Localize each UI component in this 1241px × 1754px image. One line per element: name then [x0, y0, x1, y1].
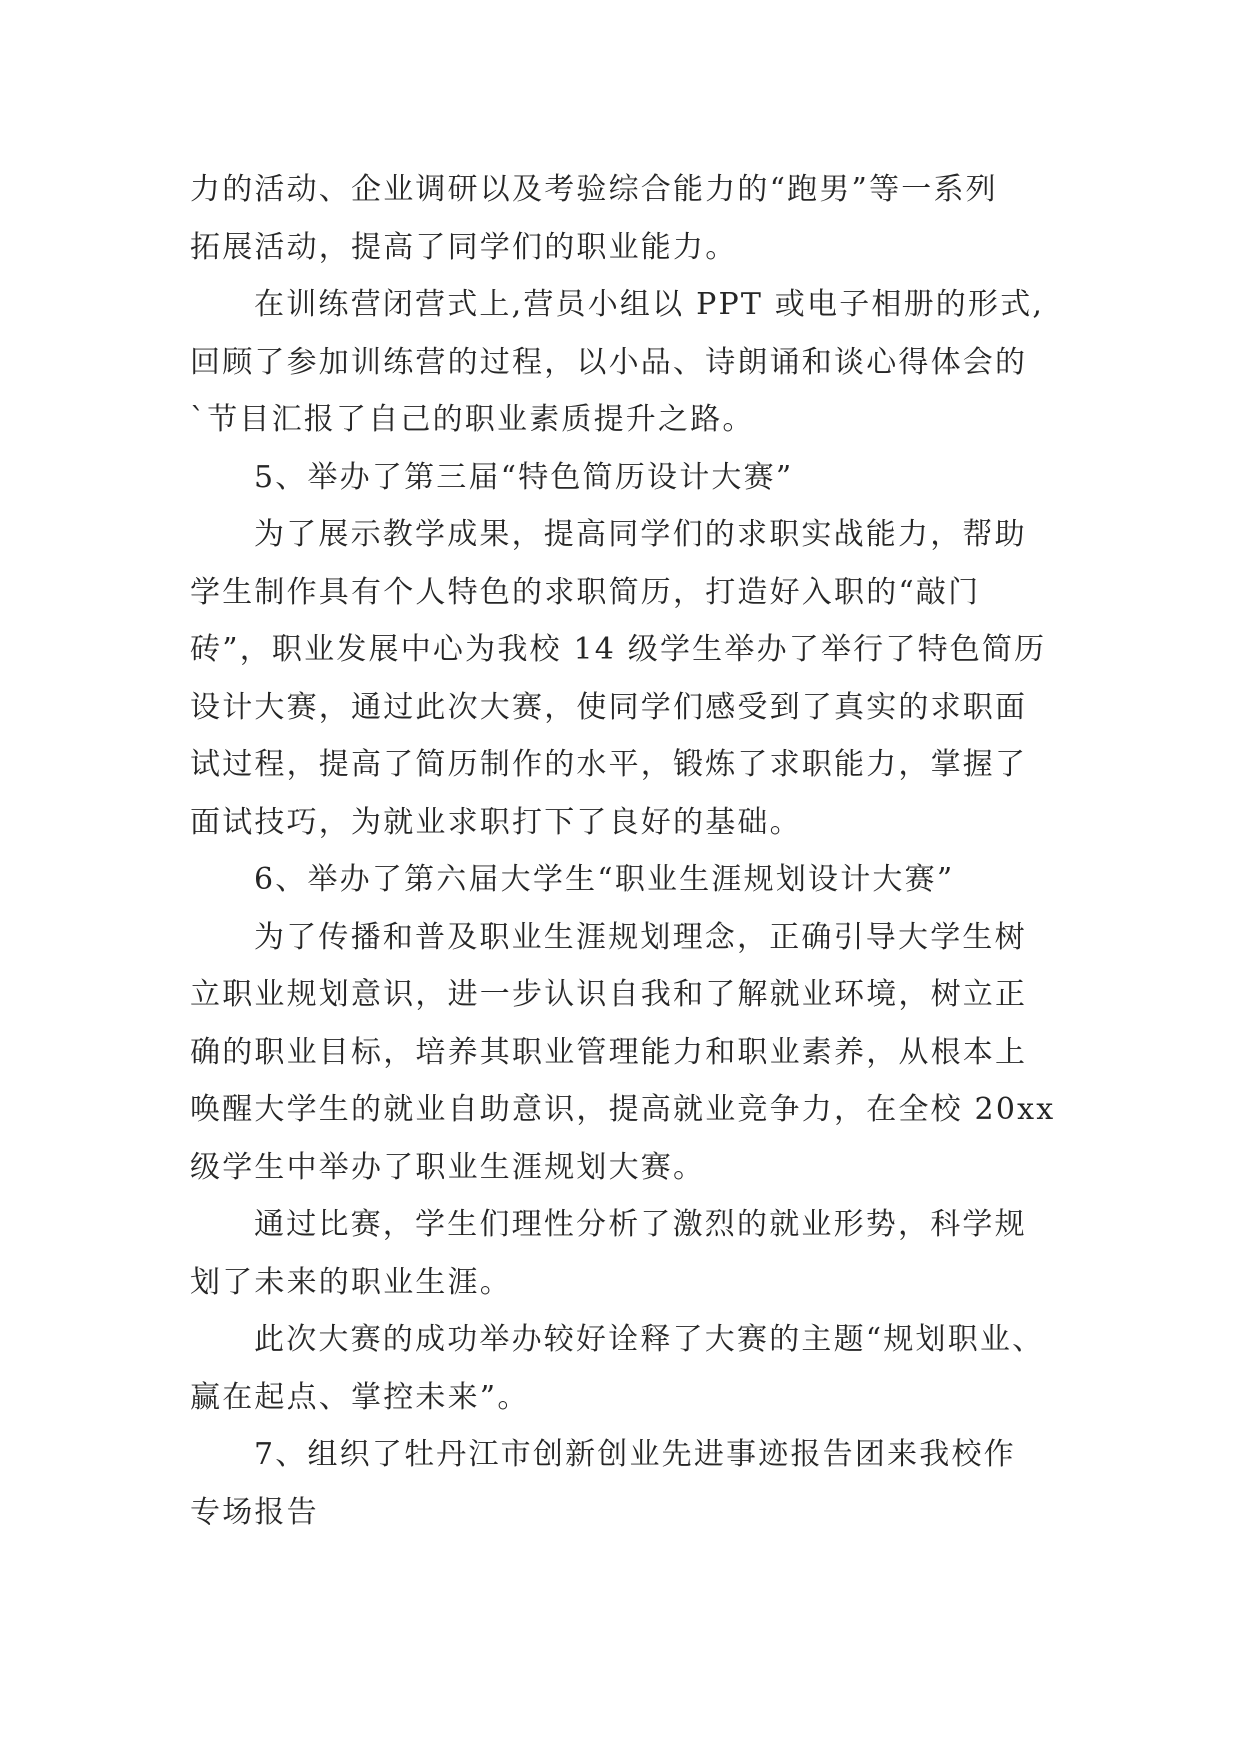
text-line-10: 设计大赛，通过此次大赛，使同学们感受到了真实的求职面: [190, 689, 1028, 725]
text-line-24: 专场报告: [190, 1494, 319, 1530]
section-heading-6: 6、举办了第六届大学生“职业生涯规划设计大赛”: [254, 862, 955, 897]
text-line-14: 为了传播和普及职业生涯规划理念，正确引导大学生树: [254, 919, 1027, 955]
text-line-16: 确的职业目标，培养其职业管理能力和职业素养，从根本上: [190, 1034, 1028, 1070]
text-line-21: 此次大赛的成功举办较好诠释了大赛的主题“规划职业、: [254, 1322, 1045, 1357]
text-line-22: 赢在起点、掌控未来”。: [190, 1379, 530, 1415]
text-line-1: 力的活动、企业调研以及考验综合能力的“跑男”等一系列: [190, 172, 998, 207]
text-line-17: 唤醒大学生的就业自助意识，提高就业竞争力，在全校 20xx: [190, 1092, 1056, 1127]
text-line-4: 回顾了参加训练营的过程，以小品、诗朗诵和谈心得体会的: [190, 344, 1028, 380]
text-line-19: 通过比赛，学生们理性分析了激烈的就业形势，科学规: [254, 1207, 1027, 1242]
text-line-3: 在训练营闭营式上,营员小组以 PPT 或电子相册的形式,: [254, 287, 1045, 322]
document-body: [190, 161, 1056, 1541]
text-line-20: 划了未来的职业生涯。: [190, 1264, 512, 1300]
text-line-2: 拓展活动，提高了同学们的职业能力。: [190, 229, 738, 265]
section-heading-7: 7、组织了牡丹江市创新创业先进事迹报告团来我校作: [254, 1437, 1016, 1472]
text-line-11: 试过程，提高了简历制作的水平，锻炼了求职能力，掌握了: [190, 747, 1028, 782]
text-line-12: 面试技巧，为就业求职打下了良好的基础。: [190, 804, 802, 840]
text-line-9: 砖”，职业发展中心为我校 14 级学生举办了举行了特色简历: [190, 632, 1047, 667]
section-heading-5: 5、举办了第三届“特色简历设计大赛”: [254, 459, 794, 495]
text-line-5: `节目汇报了自己的职业素质提升之路。: [190, 402, 755, 437]
text-line-7: 为了展示教学成果，提高同学们的求职实战能力，帮助: [254, 517, 1027, 552]
text-line-8: 学生制作具有个人特色的求职简历，打造好入职的“敲门: [190, 574, 981, 610]
text-line-15: 立职业规划意识，进一步认识自我和了解就业环境，树立正: [190, 977, 1028, 1012]
text-line-18: 级学生中举办了职业生涯规划大赛。: [190, 1149, 706, 1185]
